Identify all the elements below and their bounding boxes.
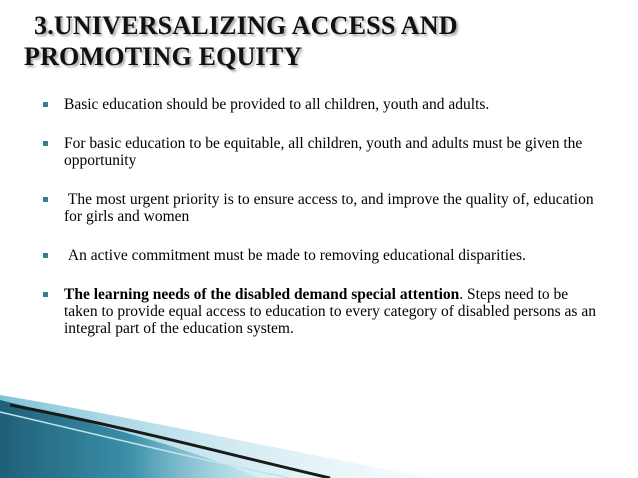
bullet-text: . Steps need to be taken to provide equal access to education to every category of disabled persons as an integral part of the education system. — [64, 286, 596, 337]
bullet-text: Basic education should be provided to all children, youth and adults. — [64, 96, 490, 113]
bullet-text: The most urgent priority is to ensure access to, and improve the quality of, education for girls and women — [64, 191, 598, 225]
bullet-text: An active commitment must be made to removing educational disparities. — [64, 247, 526, 264]
title-line-2: PROMOTING EQUITY — [24, 42, 303, 71]
title-line-1: 3.UNIVERSALIZING ACCESS AND — [34, 11, 458, 40]
bullet-text: For basic education to be equitable, all children, youth and adults must be given the opportunity — [64, 135, 583, 169]
bullet-bold-text: The learning needs of the disabled demand special attention — [64, 286, 460, 303]
